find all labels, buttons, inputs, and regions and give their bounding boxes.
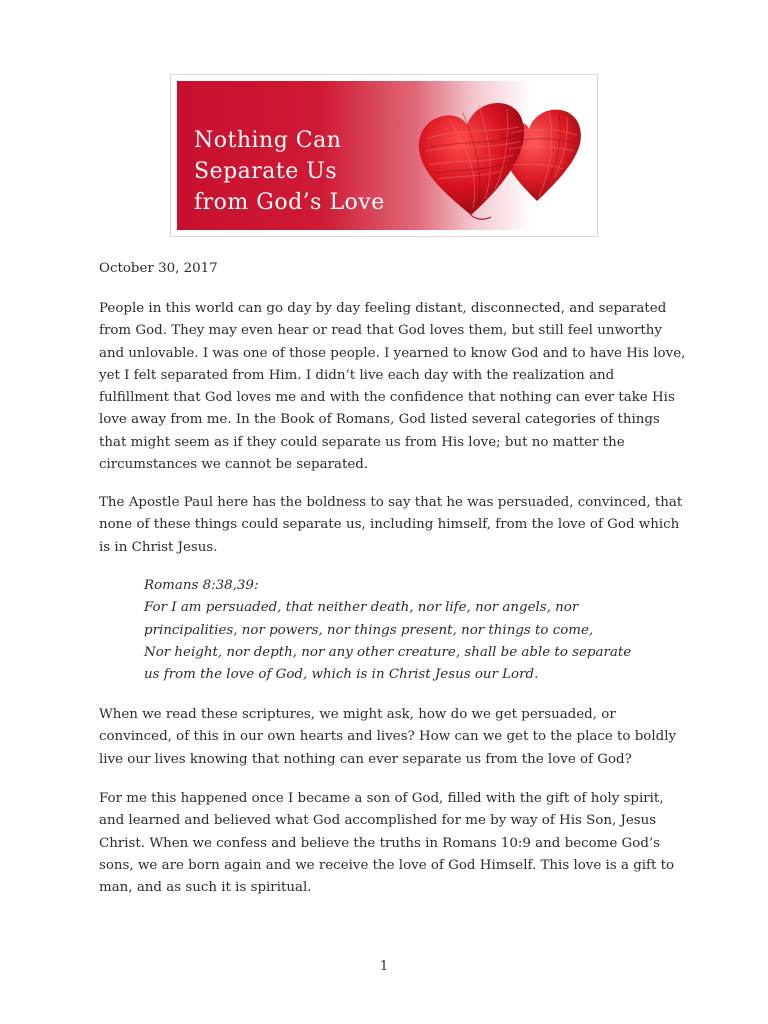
banner-title-line: from God’s Love	[194, 190, 385, 215]
page-number: 1	[379, 959, 389, 974]
quote-line: For I am persuaded, that neither death, nor life, nor angels, nor	[144, 600, 579, 616]
post-date: October 30, 2017	[99, 261, 218, 276]
text-line: from God. They may even hear or read that God loves them, but still feel unworthy	[99, 323, 662, 339]
banner-frame	[170, 74, 598, 237]
text-line: is in Christ Jesus.	[99, 539, 218, 555]
text-line: love away from me. In the Book of Romans, God listed several categories of things	[99, 412, 660, 428]
quote-line: us from the love of God, which is in Christ Jesus our Lord.	[144, 667, 539, 683]
banner-title-line: Nothing Can	[194, 128, 342, 153]
quote-reference: Romans 8:38,39:	[144, 578, 259, 593]
scripture-quote	[144, 575, 631, 686]
text-line: yet I felt separated from Him. I didn’t live each day with the realization and	[99, 367, 615, 383]
text-line: For me this happened once I became a son of God, filled with the gift of holy spirit,	[99, 791, 664, 806]
text-line: circumstances we cannot be separated.	[99, 457, 369, 473]
text-line: live our lives knowing that nothing can ever separate us from the love of God?	[99, 751, 632, 767]
quote-line: principalities, nor powers, nor things present, nor things to come,	[144, 622, 594, 638]
body-paragraph	[99, 492, 683, 559]
text-line: none of these things could separate us, including himself, from the love of God which	[99, 517, 680, 533]
banner-title	[194, 125, 385, 218]
body-paragraph	[99, 298, 686, 476]
text-line: convinced, of this in our own hearts and lives? How can we get to the place to boldly	[99, 729, 677, 745]
quote-line: Nor height, nor depth, nor any other creature, shall be able to separate	[144, 644, 632, 660]
text-line: man, and as such it is spiritual.	[99, 880, 312, 896]
body-paragraph	[99, 788, 679, 899]
body-paragraph	[99, 704, 679, 771]
text-line: fulfillment that God loves me and with the confidence that nothing can ever take His	[99, 390, 675, 406]
red-yarn-hearts-icon	[409, 89, 591, 225]
banner-image	[177, 81, 591, 230]
text-line: sons, we are born again and we receive the love of God Himself. This love is a gift to	[99, 857, 675, 873]
text-line: and unlovable. I was one of those people. I yearned to know God and to have His love,	[99, 345, 686, 361]
text-line: and learned and believed what God accomplished for me by way of His Son, Jesus	[99, 813, 657, 829]
text-line: When we read these scriptures, we might ask, how do we get persuaded, or	[99, 707, 616, 722]
text-line: Christ. When we confess and believe the truths in Romans 10:9 and become God’s	[99, 835, 661, 851]
text-line: that might seem as if they could separate us from His love; but no matter the	[99, 434, 625, 450]
text-line: People in this world can go day by day feeling distant, disconnected, and separated	[99, 301, 667, 316]
banner-title-line: Separate Us	[194, 159, 338, 184]
text-line: The Apostle Paul here has the boldness to say that he was persuaded, convinced, that	[99, 495, 683, 510]
